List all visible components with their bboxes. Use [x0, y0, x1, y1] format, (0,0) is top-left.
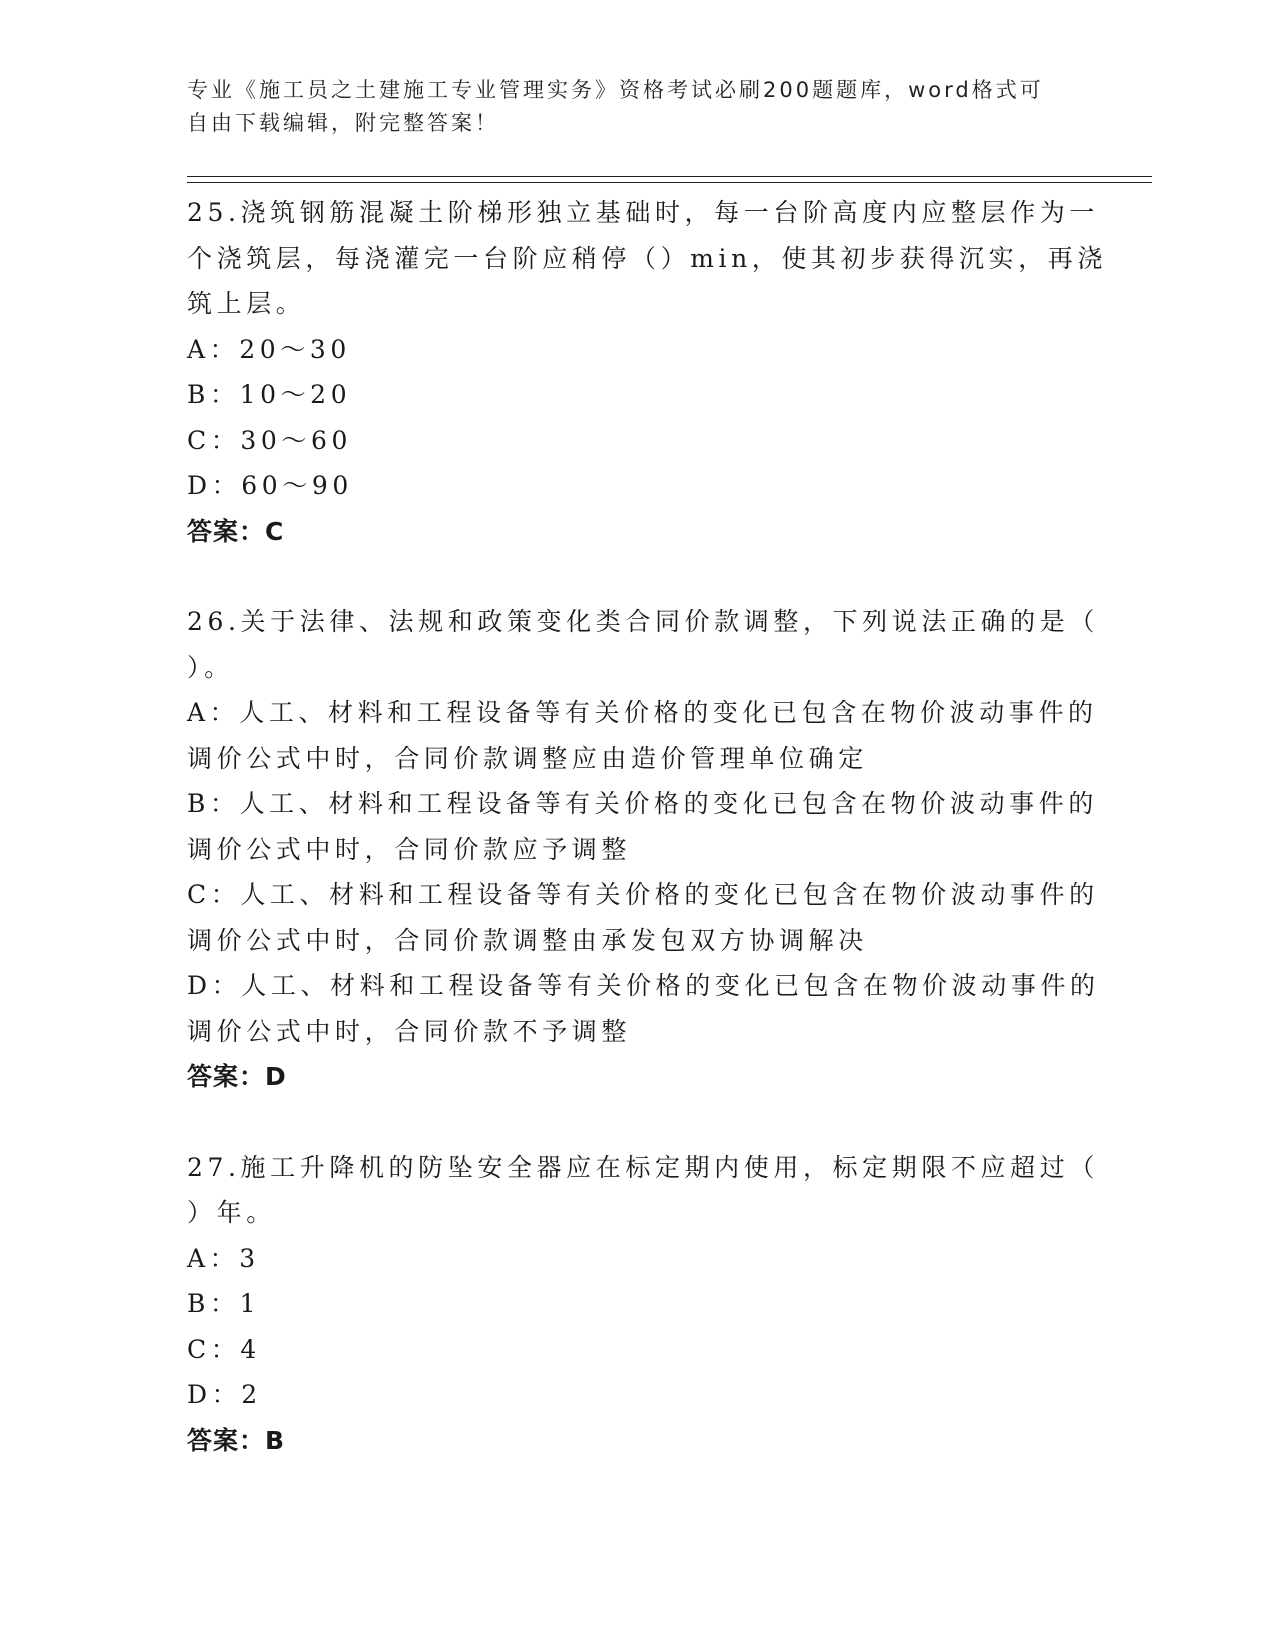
option-b: B：1 [187, 1289, 261, 1318]
option-b: B：10～20 [187, 380, 352, 409]
question-stem-line: 26.关于法律、法规和政策变化类合同价款调整，下列说法正确的是（ [187, 607, 1099, 636]
question-25 [187, 190, 1108, 554]
question-stem-line: ）年。 [187, 1198, 276, 1227]
answer: 答案：C [187, 516, 285, 546]
answer: 答案：B [187, 1425, 286, 1455]
header-rule-top [187, 176, 1152, 177]
question-stem-line: ）。 [187, 652, 234, 682]
option-c: C：4 [187, 1334, 261, 1364]
header-rule-bottom [187, 182, 1152, 183]
option-a-cont: 调价公式中时，合同价款调整应由造价管理单位确定 [187, 743, 868, 773]
answer: 答案：D [187, 1062, 287, 1091]
question-stem-line: 筑上层。 [187, 289, 306, 318]
option-a: A：人工、材料和工程设备等有关价格的变化已包含在物价波动事件的 [187, 698, 1098, 727]
question-26 [187, 599, 1100, 1100]
option-c: C：人工、材料和工程设备等有关价格的变化已包含在物价波动事件的 [187, 880, 1099, 909]
header-line-2: 自由下载编辑，附完整答案！ [187, 111, 499, 135]
question-stem-line: 个浇筑层，每浇灌完一台阶应稍停（）min，使其初步获得沉实，再浇 [187, 243, 1108, 273]
option-b: B：人工、材料和工程设备等有关价格的变化已包含在物价波动事件的 [187, 789, 1098, 818]
document-header [187, 74, 1067, 140]
question-stem-line: 25.浇筑钢筋混凝土阶梯形独立基础时，每一台阶高度内应整层作为一 [187, 198, 1099, 227]
question-list [187, 190, 1108, 1508]
option-a: A：3 [187, 1243, 260, 1273]
option-c: C：30～60 [187, 425, 352, 455]
option-a: A：20～30 [187, 334, 351, 364]
question-27 [187, 1145, 1099, 1464]
option-d: D：人工、材料和工程设备等有关价格的变化已包含在物价波动事件的 [187, 971, 1100, 1000]
option-b-cont: 调价公式中时，合同价款应予调整 [187, 834, 632, 864]
option-c-cont: 调价公式中时，合同价款调整由承发包双方协调解决 [187, 925, 868, 955]
option-d: D：2 [187, 1380, 262, 1409]
header-line-1: 专业《施工员之土建施工专业管理实务》资格考试必刷200题题库，word格式可 [187, 78, 1044, 102]
option-d-cont: 调价公式中时，合同价款不予调整 [187, 1016, 632, 1046]
option-d: D：60～90 [187, 471, 353, 500]
question-stem-line: 27.施工升降机的防坠安全器应在标定期内使用，标定期限不应超过（ [187, 1152, 1099, 1182]
